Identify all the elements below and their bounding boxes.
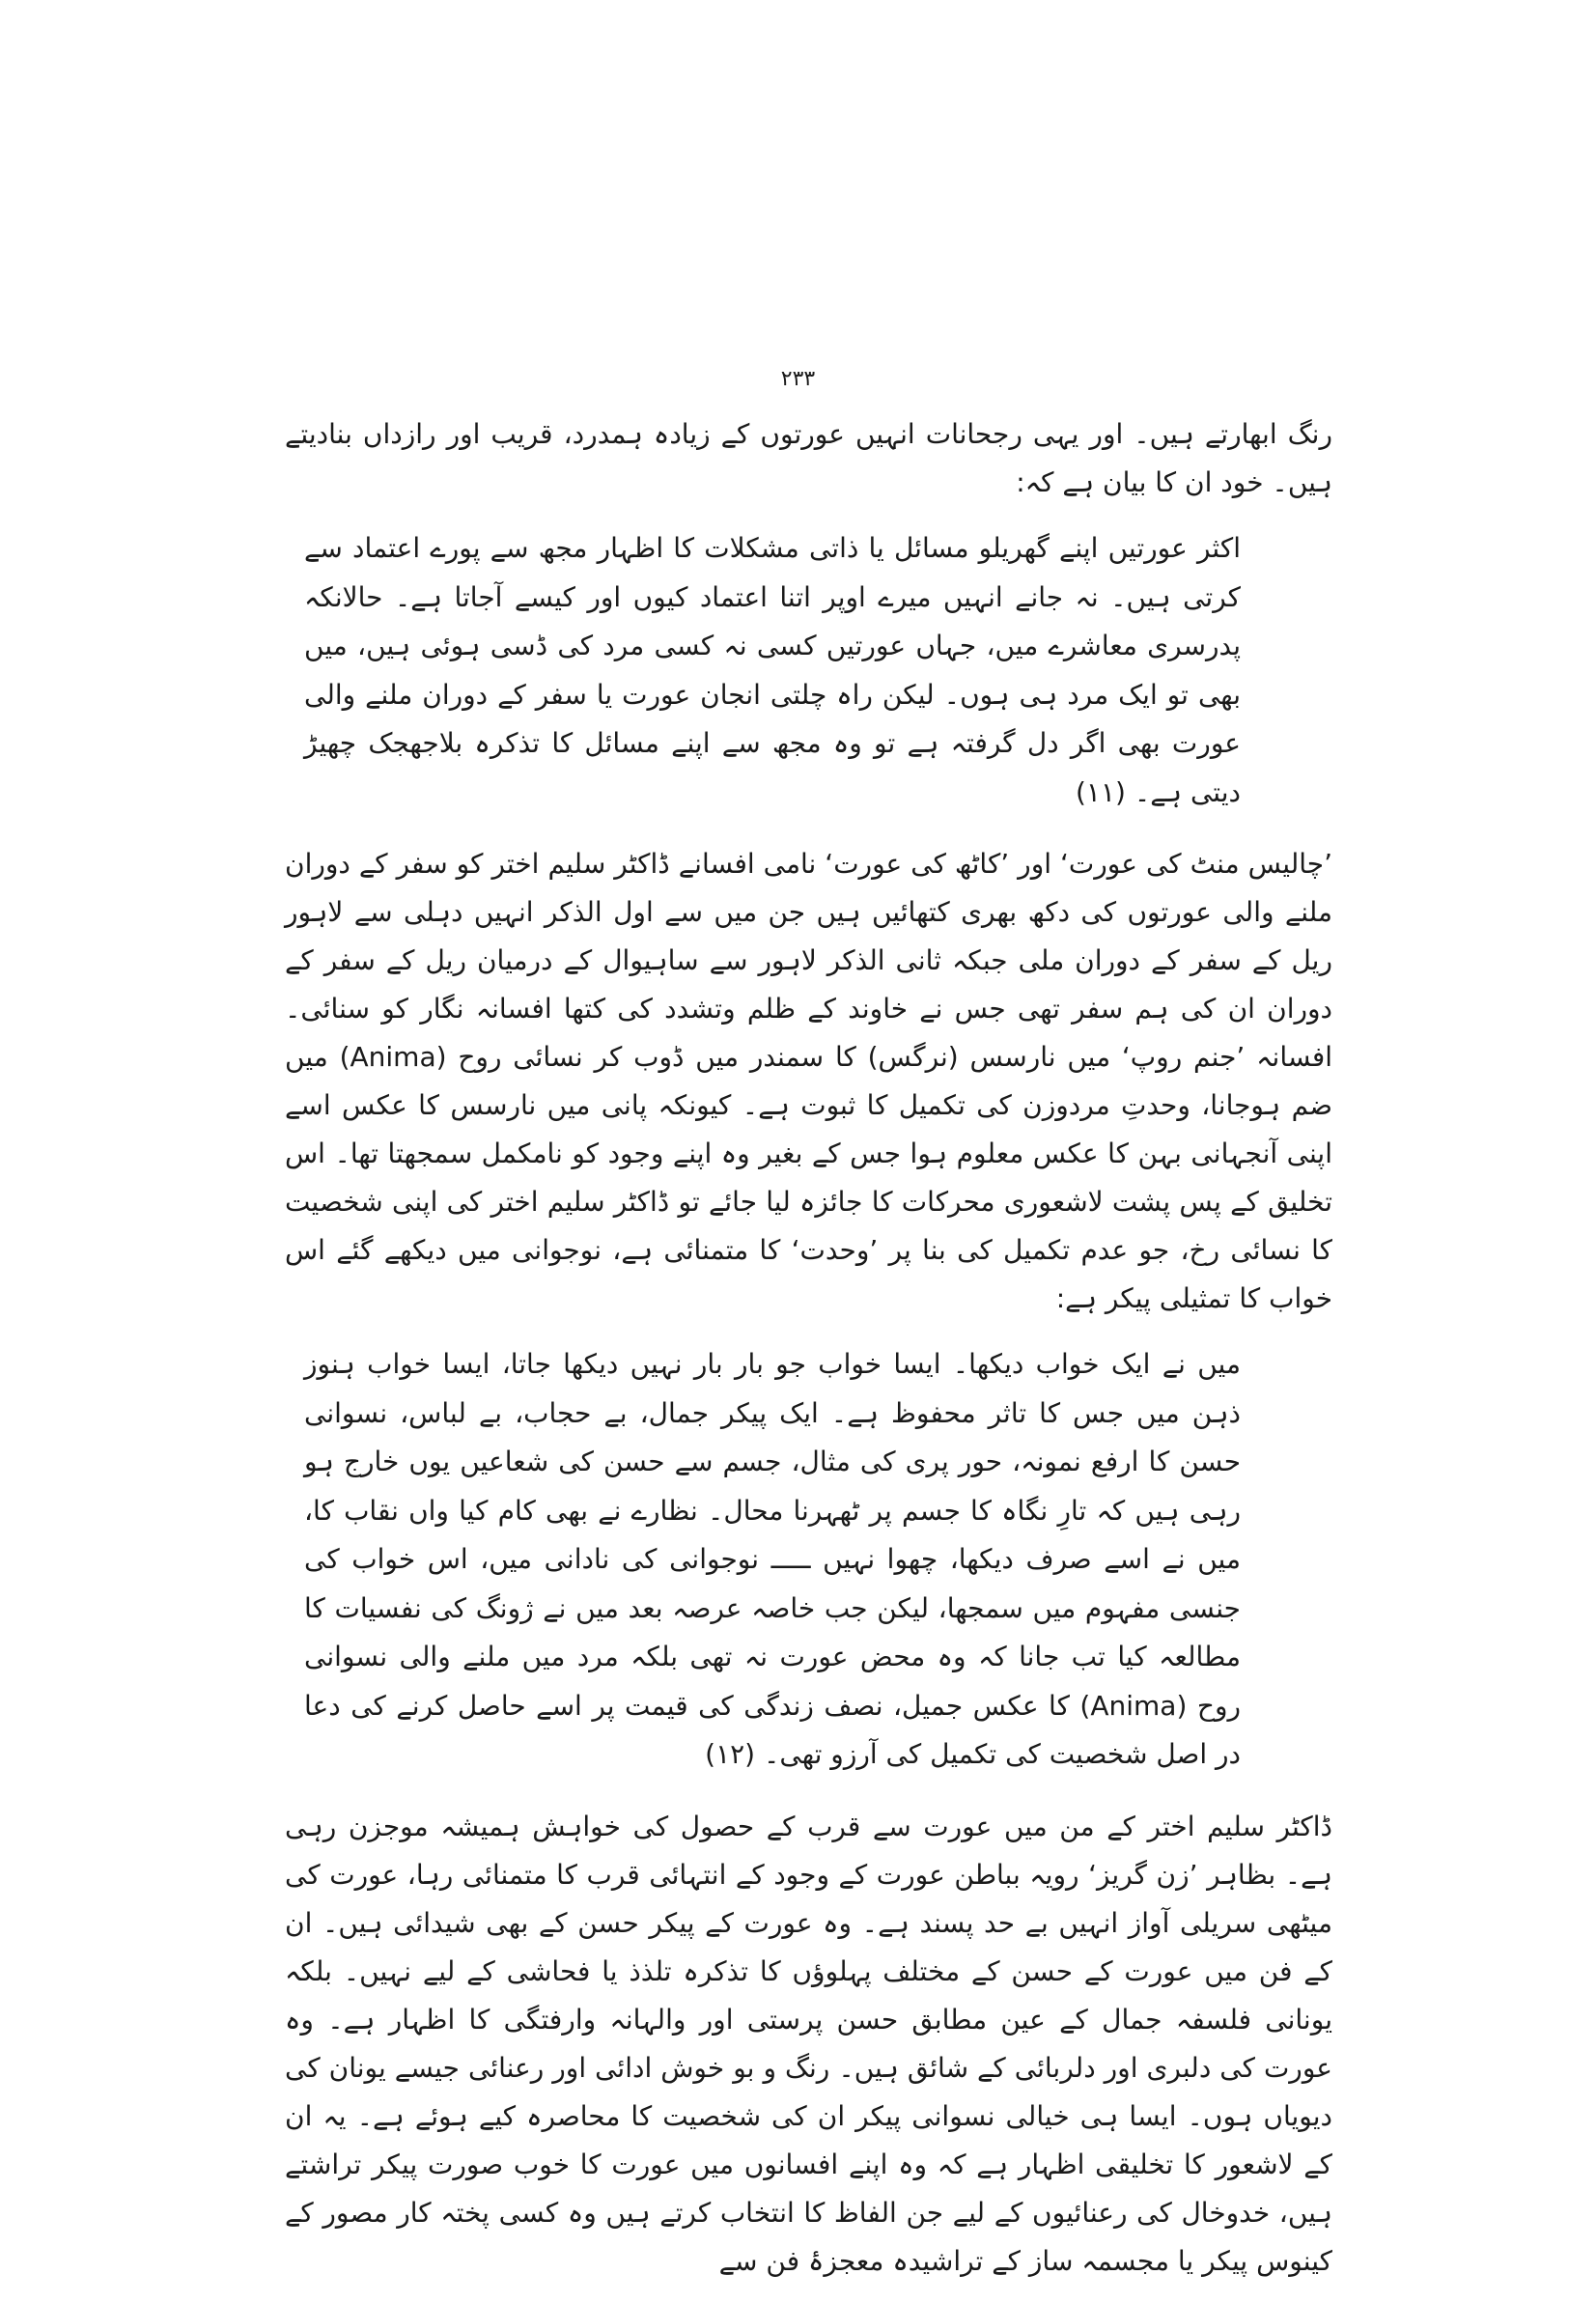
paragraph-main: ’چالیس منٹ کی عورت‘ اور ’کاٹھ کی عورت‘ نامی افسانے ڈاکٹر سلیم اختر کو سفر کے دوران ملنے والی عورتوں کی دکھ بھری کتھائیں ہیں جن میں سے اول الذکر انہیں دہلی سے لاہور ریل کے سفر کے دوران ملی جبکہ ثانی الذکر لاہور سے ساہیوال کے درمیان ریل کے سفر کے دوران ان کی ہم سفر تھی جس نے خاوند کے ظلم وتشدد کی کتھا افسانہ نگار کو سنائی۔ افسانہ ’جنم روپ‘ میں نارسس (نرگس) کا سمندر میں ڈوب کر نسائی روح (Anima) میں ضم ہوجانا، وحدتِ مردوزن کی تکمیل کا ثبوت ہے۔ کیونکہ پانی میں نارسس کا عکس اسے اپنی آنجہانی بہن کا عکس معلوم ہوا جس کے بغیر وہ اپنے وجود کو نامکمل سمجھتا تھا۔ اس تخلیق کے پس پشت لاشعوری محرکات کا جائزہ لیا جائے تو ڈاکٹر سلیم اختر کی اپنی شخصیت کا نسائی رخ، جو عدم تکمیل کی بنا پر ’وحدت‘ کا متمنائی ہے، نوجوانی میں دیکھے گئے اس خواب کا تمثیلی پیکر ہے:: [285, 848, 1332, 1314]
block-quote-2: میں نے ایک خواب دیکھا۔ ایسا خواب جو بار بار نہیں دیکھا جاتا، ایسا خواب ہنوز ذہن میں جس کا تاثر محفوظ ہے۔ ایک پیکر جمال، بے حجاب، بے لباس، نسوانی حسن کا ارفع نمونہ، حور پری کی مثال، جسم سے حسن کی شعاعیں یوں خارج ہو رہی ہیں کہ تارِ نگاہ کا جسم پر ٹھہرنا محال۔ نظارے نے بھی کام کیا واں نقاب کا، میں نے اسے صرف دیکھا، چھوا نہیں ـــــ نوجوانی کی نادانی میں، اس خواب کی جنسی مفہوم میں سمجھا، لیکن جب خاصہ عرصہ بعد میں نے ژونگ کی نفسیات کا مطالعہ کیا تب جانا کہ وہ محض عورت نہ تھی بلکہ مرد میں ملنے والی نسوانی روح (Anima) کا عکس جمیل، نصف زندگی کی قیمت پر اسے حاصل کرنے کی دعا در اصل شخصیت کی تکمیل کی آرزو تھی۔ (۱۲): [304, 1348, 1241, 1770]
page-number: ۲۳۳: [780, 367, 816, 391]
block-quote-1: اکثر عورتیں اپنے گھریلو مسائل یا ذاتی مشکلات کا اظہار مجھ سے پورے اعتماد سے کرتی ہیں۔ نہ جانے انہیں میرے اوپر اتنا اعتماد کیوں اور کیسے آجاتا ہے۔ حالانکہ پدرسری معاشرے میں، جہاں عورتیں کسی نہ کسی مرد کی ڈسی ہوئی ہیں، میں بھی تو ایک مرد ہی ہوں۔ لیکن راہ چلتی انجان عورت یا سفر کے دوران ملنے والی عورت بھی اگر دل گرفتہ ہے تو وہ مجھ سے اپنے مسائل کا تذکرہ بلاجھجک چھیڑ دیتی ہے۔ (۱۱): [304, 532, 1241, 808]
paragraph-intro: رنگ ابھارتے ہیں۔ اور یہی رجحانات انہیں عورتوں کے زیادہ ہمدرد، قریب اور رازداں بنادیتے ہیں۔ خود ان کا بیان ہے کہ:: [285, 418, 1332, 498]
body-text: [285, 410, 1332, 2303]
paragraph-final: ڈاکٹر سلیم اختر کے من میں عورت سے قرب کے حصول کی خواہش ہمیشہ موجزن رہی ہے۔ بظاہر ’زن گریز‘ رویہ بباطن عورت کے وجود کے انتہائی قرب کا متمنائی رہا، عورت کی میٹھی سریلی آواز انہیں بے حد پسند ہے۔ وہ عورت کے پیکر حسن کے بھی شیدائی ہیں۔ ان کے فن میں عورت کے حسن کے مختلف پہلوؤں کا تذکرہ تلذذ یا فحاشی کے لیے نہیں۔ بلکہ یونانی فلسفہ جمال کے عین مطابق حسن پرستی اور والہانہ وارفتگی کا اظہار ہے۔ وہ عورت کی دلبری اور دلربائی کے شائق ہیں۔ رنگ و بو خوش ادائی اور رعنائی جیسے یونان کی دیویاں ہوں۔ ایسا ہی خیالی نسوانی پیکر ان کی شخصیت کا محاصرہ کیے ہوئے ہے۔ یہ ان کے لاشعور کا تخلیقی اظہار ہے کہ وہ اپنے افسانوں میں عورت کا خوب صورت پیکر تراشتے ہیں، خدوخال کی رعنائیوں کے لیے جن الفاظ کا انتخاب کرتے ہیں وہ کسی پختہ کار مصور کے کینوس پیکر یا مجسمہ ساز کے تراشیدہ معجزۂ فن سے: [285, 1810, 1332, 2277]
